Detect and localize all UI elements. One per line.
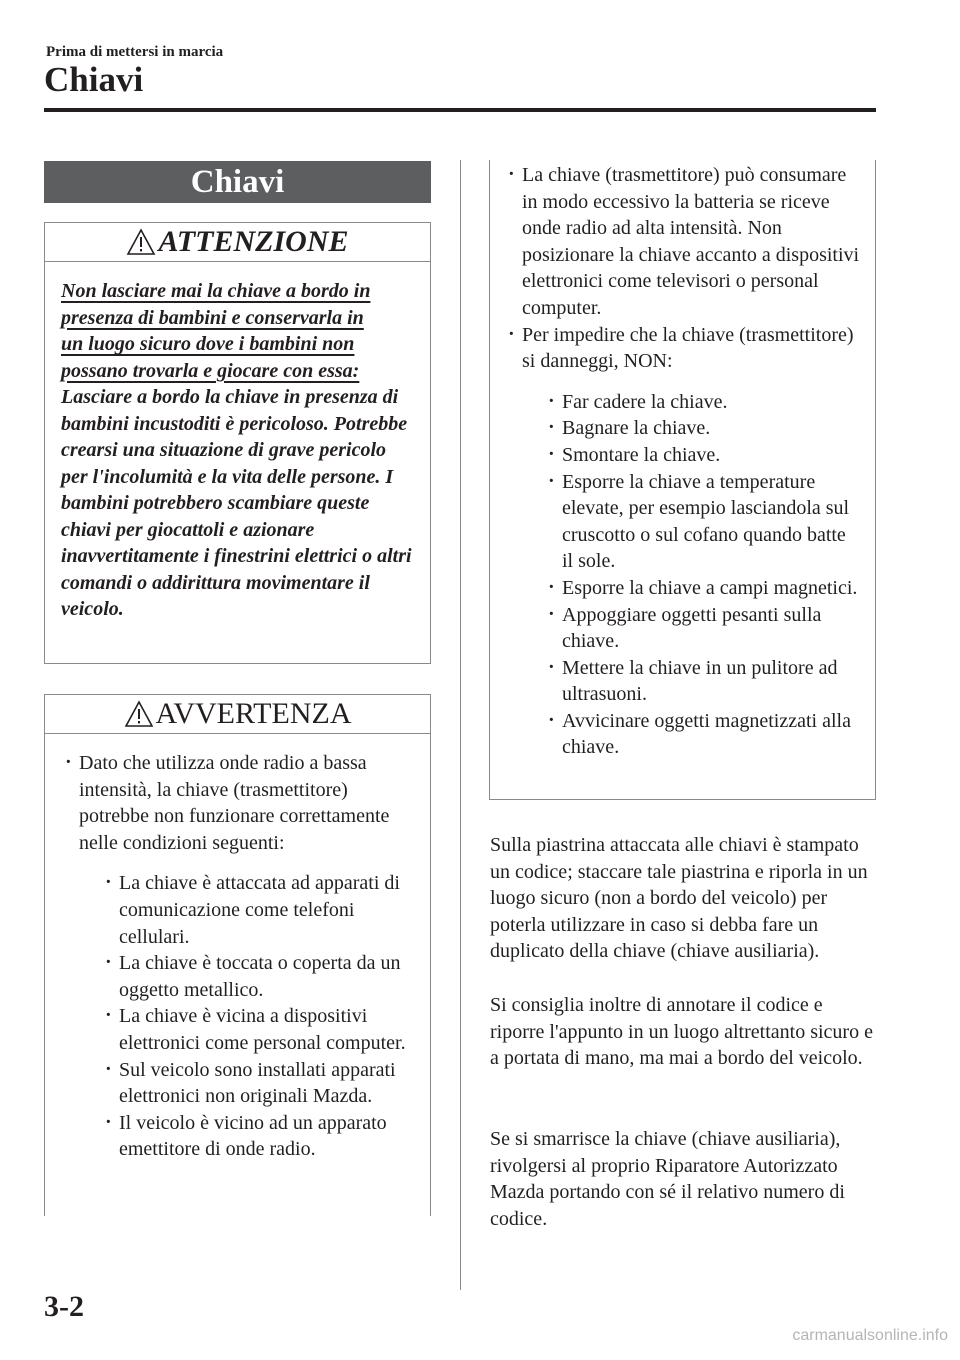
section-title: Prima di mettersi in marcia: [46, 44, 224, 60]
avvertenza-box: [44, 694, 431, 1216]
attenzione-body: [45, 262, 430, 623]
avvertenza-label: AVVERTENZA: [155, 697, 352, 730]
list-item: · La chiave è vicina a dispositivi elettronici come personal computer.: [99, 1003, 416, 1056]
attenzione-lead-line: presenza di bambini e conservarla in: [61, 306, 364, 329]
list-item: · Sul veicolo sono installati apparati elettronici non originali Mazda.: [99, 1057, 416, 1110]
column-divider: [460, 160, 461, 1290]
header-rule: [44, 108, 876, 112]
list-item: · Far cadere la chiave.: [542, 389, 861, 416]
attenzione-heading: [45, 223, 430, 262]
body-paragraph: Sulla piastrina attaccata alle chiavi è stampato un codice; staccare tale piastrina e riporla in un luogo sicuro (non a bordo del veicolo) per poterla utilizzare in caso si debba fare un duplicato della chiave (chiave ausiliaria).: [490, 834, 868, 963]
attenzione-label: ATTENZIONE: [158, 225, 349, 258]
list-item: [57, 750, 416, 1163]
list-item: · Bagnare la chiave.: [542, 415, 861, 442]
chapter-title: Chiavi: [44, 60, 144, 99]
warning-triangle-icon: [126, 228, 156, 256]
list-item-text: Per impedire che la chiave (trasmettitore) si danneggi, NON:: [522, 323, 854, 373]
avvertenza-list-continued: [490, 160, 875, 761]
attenzione-text: Lasciare a bordo la chiave in presenza di bambini incustoditi è pericoloso. Potrebbe crearsi una situazione di grave pericolo per l'incolumità e la vita delle persone. I bambini potrebbero scambiare queste chiavi per giocattoli e azionare inavvertitamente i finestrini elettrici o altri comandi o addirittura movimentare il veicolo.: [61, 386, 412, 620]
list-item: · Esporre la chiave a campi magnetici.: [542, 575, 861, 602]
list-item: · Smontare la chiave.: [542, 442, 861, 469]
warning-triangle-icon: [124, 700, 154, 728]
avvertenza-heading: [45, 695, 430, 734]
list-item-text: Dato che utilizza onde radio a bassa intensità, la chiave (trasmettitore) potrebbe non funzionare correttamente nelle condizioni seguenti:: [79, 752, 390, 854]
page-number: 3-2: [44, 1290, 84, 1323]
list-item: · La chiave (trasmettitore) può consumare in modo eccessivo la batteria se riceve onde radio ad alta intensità. Non posizionare la chiave accanto a dispositivi elettronici come televisori o personal computer.: [500, 162, 861, 322]
section-banner: Chiavi: [44, 161, 431, 203]
avvertenza-list: [45, 734, 430, 1163]
attenzione-lead-line: Non lasciare mai la chiave a bordo in: [61, 280, 371, 302]
watermark: carmanualsonline.info: [792, 1327, 948, 1344]
attenzione-box: [44, 222, 431, 664]
condition-list: [99, 870, 416, 1163]
list-item: [500, 322, 861, 762]
attenzione-lead-line: un luogo sicuro dove i bambini non: [61, 333, 355, 355]
list-item: · Avvicinare oggetti magnetizzati alla chiave.: [542, 708, 861, 761]
body-paragraph: Se si smarrisce la chiave (chiave ausiliaria), rivolgersi al proprio Riparatore Autorizzato Mazda portando con sé il relativo numero di codice.: [490, 1128, 845, 1230]
attenzione-lead-line: possano trovarla e giocare con essa:: [61, 359, 360, 382]
list-item: · Mettere la chiave in un pulitore ad ultrasuoni.: [542, 655, 861, 708]
donts-list: [542, 389, 861, 761]
list-item: · Esporre la chiave a temperature elevate, per esempio lasciandola sul cruscotto o sul cofano quando batte il sole.: [542, 469, 861, 575]
avvertenza-box-continued: [489, 160, 876, 800]
list-item: · La chiave è attaccata ad apparati di comunicazione come telefoni cellulari.: [99, 870, 416, 950]
list-item: · La chiave è toccata o coperta da un oggetto metallico.: [99, 950, 416, 1003]
body-paragraph: Si consiglia inoltre di annotare il codice e riporre l'appunto in un luogo altrettanto sicuro e a portata di mano, ma mai a bordo del veicolo.: [490, 994, 873, 1070]
list-item: · Il veicolo è vicino ad un apparato emettitore di onde radio.: [99, 1110, 416, 1163]
list-item: · Appoggiare oggetti pesanti sulla chiave.: [542, 602, 861, 655]
